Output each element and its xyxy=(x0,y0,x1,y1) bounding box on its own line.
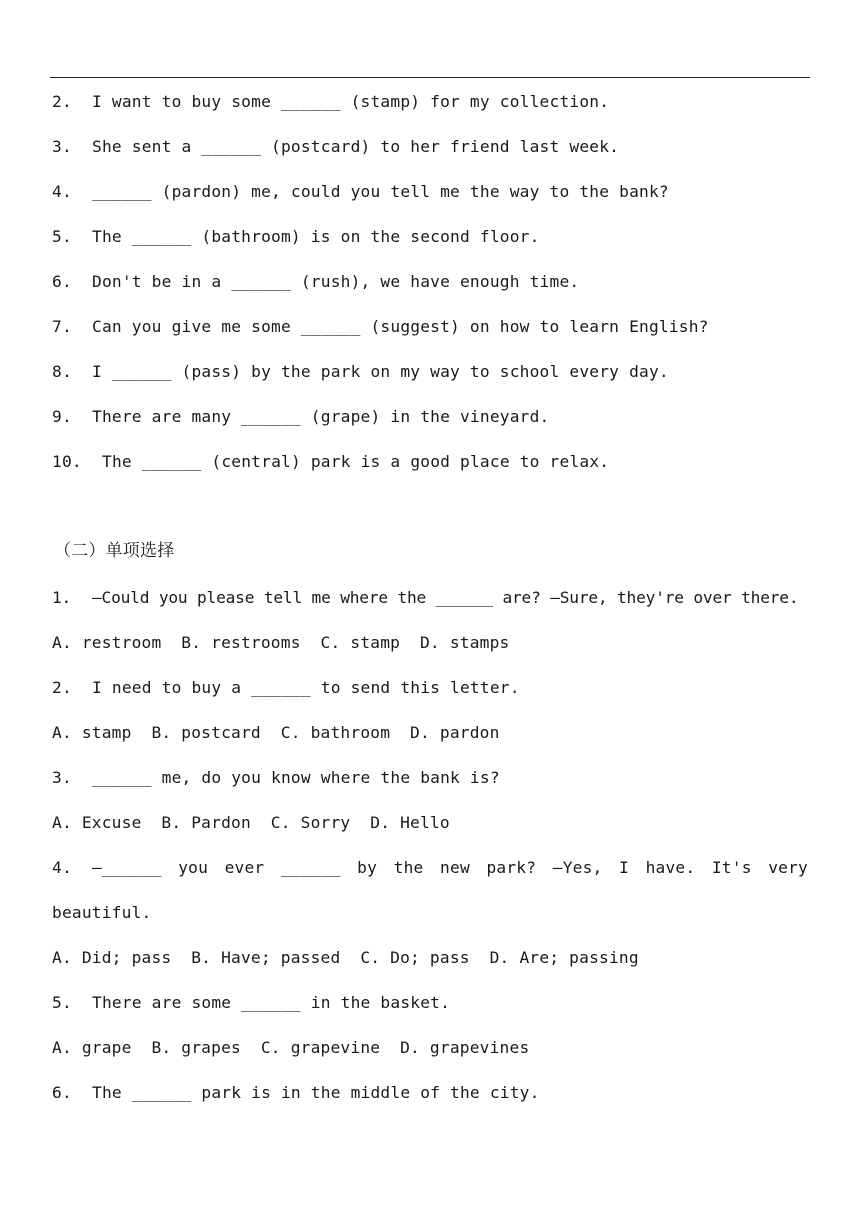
item-number: 10. xyxy=(52,452,82,471)
question-text: I need to buy a ______ to send this letter. xyxy=(92,678,520,697)
exercise-item xyxy=(52,137,619,157)
item-number: 6. xyxy=(52,272,72,291)
exercise-item xyxy=(52,407,550,427)
question-number: 3. xyxy=(52,768,72,787)
question-text: There are some ______ in the basket. xyxy=(92,993,451,1012)
question-stem xyxy=(52,678,520,698)
question-stem xyxy=(52,993,450,1013)
item-text: I want to buy some ______ (stamp) for my collection. xyxy=(92,92,610,111)
exercise-item xyxy=(52,92,609,112)
exercise-item xyxy=(52,362,669,382)
item-text: I ______ (pass) by the park on my way to school every day. xyxy=(92,362,669,381)
section-heading: （二）单项选择 xyxy=(54,541,175,561)
item-number: 3. xyxy=(52,137,72,156)
item-text: Can you give me some ______ (suggest) on how to learn English? xyxy=(92,317,709,336)
question-text: The ______ park is in the middle of the city. xyxy=(92,1083,540,1102)
item-text: She sent a ______ (postcard) to her friend last week. xyxy=(92,137,620,156)
item-number: 2. xyxy=(52,92,72,111)
item-number: 8. xyxy=(52,362,72,381)
question-stem-continued: beautiful. xyxy=(52,903,152,922)
item-text: The ______ (bathroom) is on the second floor. xyxy=(92,227,540,246)
question-options: A. Did; pass B. Have; passed C. Do; pass D. Are; passing xyxy=(52,948,639,967)
exercise-item xyxy=(52,272,579,292)
question-number: 4. xyxy=(52,858,72,877)
question-text: ______ me, do you know where the bank is? xyxy=(92,768,500,787)
question-options: A. grape B. grapes C. grapevine D. grapevines xyxy=(52,1038,530,1057)
item-text: ______ (pardon) me, could you tell me the way to the bank? xyxy=(92,182,669,201)
question-options: A. restroom B. restrooms C. stamp D. stamps xyxy=(52,633,510,652)
item-number: 7. xyxy=(52,317,72,336)
item-number: 4. xyxy=(52,182,72,201)
question-text: —Could you please tell me where the ______ are? —Sure, they're over there. xyxy=(92,588,799,607)
item-text: There are many ______ (grape) in the vineyard. xyxy=(92,407,550,426)
header-rule xyxy=(50,77,810,78)
question-stem xyxy=(52,1083,540,1103)
item-number: 5. xyxy=(52,227,72,246)
question-stem xyxy=(52,588,798,608)
exercise-item xyxy=(52,452,609,472)
question-stem xyxy=(52,768,500,788)
item-number: 9. xyxy=(52,407,72,426)
question-number: 5. xyxy=(52,993,72,1012)
exercise-item xyxy=(52,182,669,202)
question-options: A. Excuse B. Pardon C. Sorry D. Hello xyxy=(52,813,450,832)
question-text: —______ you ever ______ by the new park? —Yes, I have. It's very xyxy=(92,858,808,877)
question-options: A. stamp B. postcard C. bathroom D. pardon xyxy=(52,723,500,742)
question-stem xyxy=(52,858,808,878)
question-number: 2. xyxy=(52,678,72,697)
exercise-item xyxy=(52,317,709,337)
exercise-item xyxy=(52,227,540,247)
item-text: Don't be in a ______ (rush), we have enough time. xyxy=(92,272,580,291)
item-text: The ______ (central) park is a good place to relax. xyxy=(102,452,610,471)
question-number: 6. xyxy=(52,1083,72,1102)
question-number: 1. xyxy=(52,588,72,607)
